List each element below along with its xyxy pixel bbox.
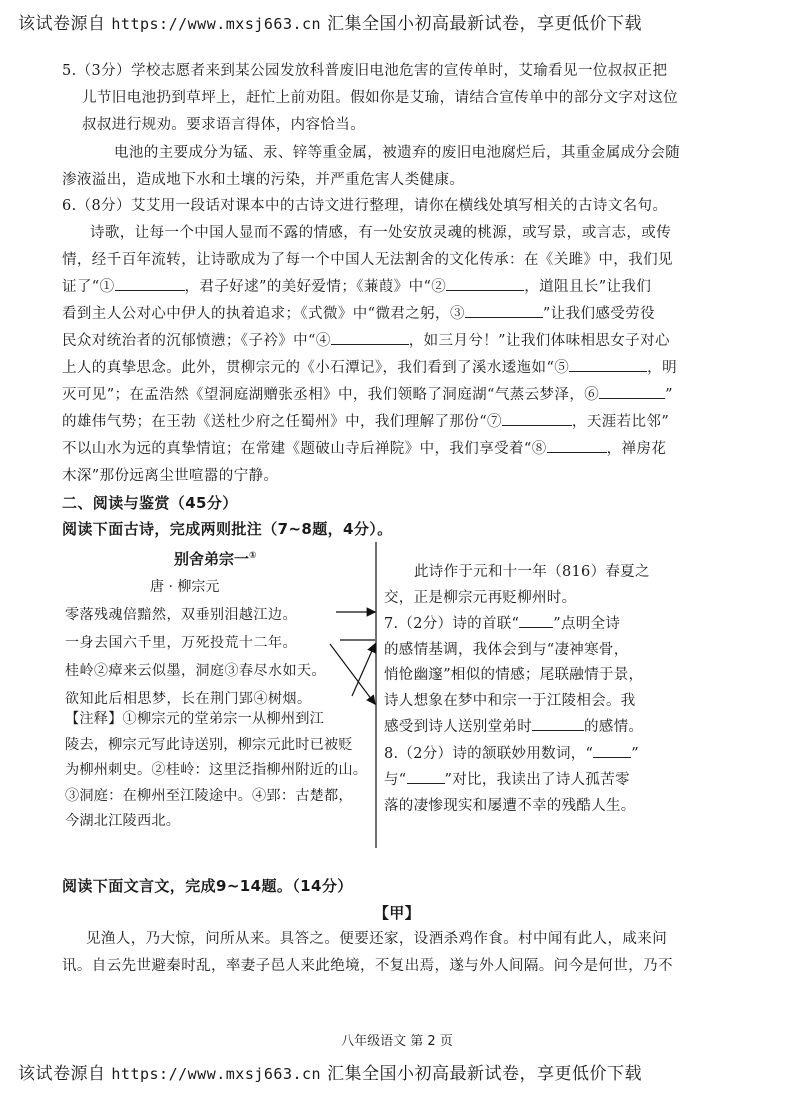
annotation-line: 感受到诗人送别堂弟时 的感情。 [384,714,652,741]
page-footer: 八年级语文 第 2 页 [341,1034,453,1049]
q6-line: 不以山水为远的真挚情谊；在常建《题破山寺后禅院》中，我们享受着“⑧ ，禅房花 [62,436,762,463]
poem-line: 一身去国六千里，万死投荒十二年。 [65,635,297,651]
annotation-line: 诗人想象在梦中和宗一于江陵相会。我 [384,692,636,709]
q6-line: 看到主人公对心中伊人的执着追求；《式微》中“微君之躬，③ ”让我们感受劳役 [62,301,762,328]
poem-title: 别舍弟宗一① [174,550,257,568]
poem-line: 零落残魂倍黯然，双垂别泪越江边。 [65,607,297,623]
passage-line: 见渔人，乃大惊，问所从来。具答之。便要还家，设酒杀鸡作食。村中闻有此人，咸来问 [86,931,668,947]
arrow-3 [352,644,375,696]
blank-q8-a[interactable] [593,741,631,758]
q6-line: 灭可见”；在孟浩然《望洞庭湖赠张丞相》中，我们领略了洞庭湖“气蒸云梦泽，⑥ ” [62,382,762,409]
blank-5[interactable] [569,355,647,372]
q6-line: 民众对统治者的沉郁愤懑；《子衿》中“④ ，如三月兮！”让我们体味相思女子对心 [62,328,762,355]
arrow-2 [330,644,375,704]
q5-stem-line: 儿节旧电池扔到草坪上，赶忙上前劝阻。假如你是艾瑜，请结合宣传单中的部分文字对这位 [82,90,678,106]
q5-leaflet-excerpt [62,140,752,194]
classical-intro: 阅读下面文言文，完成9~14题。（14分） [62,877,353,895]
annotation-line: 8.（2分）诗的颔联妙用数词，“ ” [384,741,652,768]
blank-1[interactable] [115,274,185,291]
blank-3[interactable] [465,301,543,318]
note-line: 陵去，柳宗元写此诗送别，柳宗元此时已被贬 [65,736,353,753]
q6-line: 上人的真挚思念。此外，贯柳宗元的《小石潭记》，我们看到了溪水逶迤如“⑤ ，明 [62,355,762,382]
q6-line: 情，经千百年流转，让诗歌成为了每一个中国人无法割舍的文化传承：在《关雎》中，我们见 [62,252,673,268]
annotation-panel [384,560,652,819]
q6-line: 的雄伟气势；在王勃《送杜少府之任蜀州》中，我们理解了那份“⑦ ，天涯若比邻” [62,409,762,436]
section-heading: 二、阅读与鉴赏（45分） [62,494,238,512]
passage-line: 讯。自云先世避秦时乱，率妻子邑人来此绝境，不复出焉，遂与外人间隔。问今是何世，乃不 [62,958,673,974]
q6-stem: 6.（8分）艾艾用一段话对课本中的古诗文进行整理，请你在横线处填写相关的古诗文名句。 [62,198,668,214]
banner-prefix: 该试卷源自 [18,1064,106,1084]
annotation-line: 与“ ”对比，我读出了诗人孤苦零 [384,767,652,794]
banner-suffix: 汇集全国小初高最新试卷，享更低价下载 [327,1064,642,1084]
q5-stem-line: 5.（3分）学校志愿者来到某公园发放科普废旧电池危害的宣传单时，艾瑜看见一位叔叔正把 [62,63,668,79]
q6-line: 诗歌，让每一个中国人显而不露的情感，有一处安放灵魂的桃源，或写景，或言志，或传 [90,225,672,241]
blank-q7-a[interactable] [519,611,553,628]
leaflet-line: 渗液溢出，造成地下水和土壤的污染，并严重危害人类健康。 [62,172,465,188]
section-intro: 阅读下面古诗，完成两则批注（7~8题，4分）。 [62,520,393,538]
q6-line: 木深”那份远离尘世喧嚣的宁静。 [62,468,279,484]
top-banner [18,9,642,34]
annotation-line: 悄怆幽邃”相似的情感；尾联融情于景， [384,667,644,683]
poem-author: 唐 · 柳宗元 [150,579,220,595]
q6-line: 证了“① ，君子好逑”的美好爱情；《蒹葭》中“② ，道阻且长”让我们 [62,274,762,301]
poem-line: 桂岭②瘴来云似墨，洞庭③春尽水如天。 [65,663,326,679]
blank-q7-b[interactable] [532,714,584,731]
passage-label: 【甲】 [373,904,421,922]
q6-passage [62,220,762,490]
annotation-line: 此诗作于元和十一年（816）春夏之 [414,564,650,580]
q5-stem-line: 叔叔进行规劝。要求语言得体，内容恰当。 [82,117,366,133]
blank-8[interactable] [547,436,607,453]
banner-url[interactable]: https://www.mxsj663.cn [111,15,322,33]
annotation-line: 7.（2分）诗的首联“ ”点明全诗 [384,611,652,638]
poem-line: 欲知此后相思梦，长在荆门郢④树烟。 [65,691,312,707]
bottom-banner [18,1059,642,1084]
note-line: 为柳州刺史。②桂岭：这里泛指柳州附近的山。 [65,762,368,778]
q5-stem [62,58,752,139]
note-line: ③洞庭：在柳州至江陵途中。④郢：古楚都， [65,787,353,804]
blank-7[interactable] [502,409,572,426]
note-line: 【注释】①柳宗元的堂弟宗一从柳州到江 [65,711,324,727]
blank-2[interactable] [446,274,524,291]
blank-q8-b[interactable] [407,767,445,784]
banner-suffix: 汇集全国小初高最新试卷，享更低价下载 [327,14,642,34]
annotation-line: 落的凄惨现实和屡遭不幸的残酷人生。 [384,797,636,814]
poem-notes [65,707,375,835]
note-line: 今湖北江陵西北。 [65,813,181,829]
banner-prefix: 该试卷源自 [18,14,106,34]
blank-4[interactable] [331,328,409,345]
blank-6[interactable] [599,382,665,399]
annotation-line: 的感情基调，我体会到与“凄神寒骨， [384,641,629,658]
leaflet-line: 电池的主要成分为锰、汞、锌等重金属，被遗弃的废旧电池腐烂后，其重金属成分会随 [114,145,681,161]
classical-passage [62,926,762,980]
annotation-line: 交，正是柳宗元再贬柳州时。 [384,589,577,606]
banner-url[interactable]: https://www.mxsj663.cn [111,1065,322,1083]
